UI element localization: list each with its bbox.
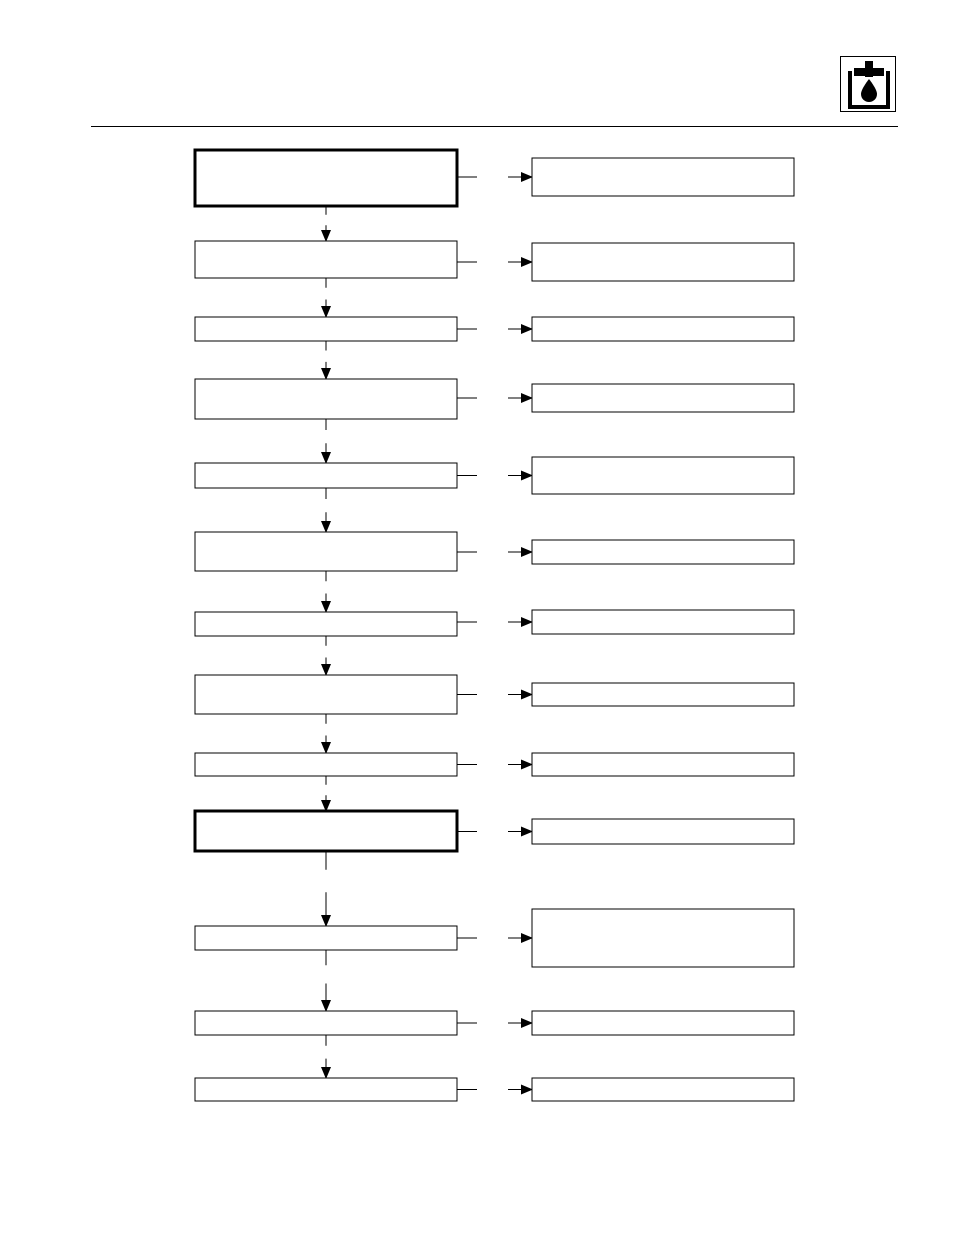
result-box <box>532 384 794 412</box>
process-box <box>195 926 457 950</box>
result-box <box>532 753 794 776</box>
process-box <box>195 317 457 341</box>
result-box <box>532 819 794 844</box>
flow-step <box>195 909 794 967</box>
flow-step <box>195 241 794 281</box>
flow-step <box>195 1011 794 1035</box>
process-box <box>195 241 457 278</box>
process-box <box>195 1011 457 1035</box>
flow-step <box>195 753 794 776</box>
flow-step <box>195 532 794 571</box>
process-box <box>195 379 457 419</box>
result-box <box>532 683 794 706</box>
result-box <box>532 457 794 494</box>
process-box <box>195 532 457 571</box>
flow-step <box>195 150 794 206</box>
flow-step <box>195 610 794 636</box>
flow-step <box>195 1078 794 1101</box>
process-box <box>195 675 457 714</box>
process-box <box>195 753 457 776</box>
flow-step <box>195 675 794 714</box>
result-box <box>532 1078 794 1101</box>
result-box <box>532 909 794 967</box>
flow-step <box>195 379 794 419</box>
flow-step <box>195 811 794 851</box>
result-box <box>532 540 794 564</box>
result-box <box>532 1011 794 1035</box>
flow-step <box>195 457 794 494</box>
result-box <box>532 610 794 634</box>
result-box <box>532 243 794 281</box>
process-box <box>195 811 457 851</box>
process-box <box>195 612 457 636</box>
flow-step <box>195 317 794 341</box>
process-box <box>195 463 457 488</box>
process-box <box>195 1078 457 1101</box>
result-box <box>532 158 794 196</box>
process-box <box>195 150 457 206</box>
result-box <box>532 317 794 341</box>
